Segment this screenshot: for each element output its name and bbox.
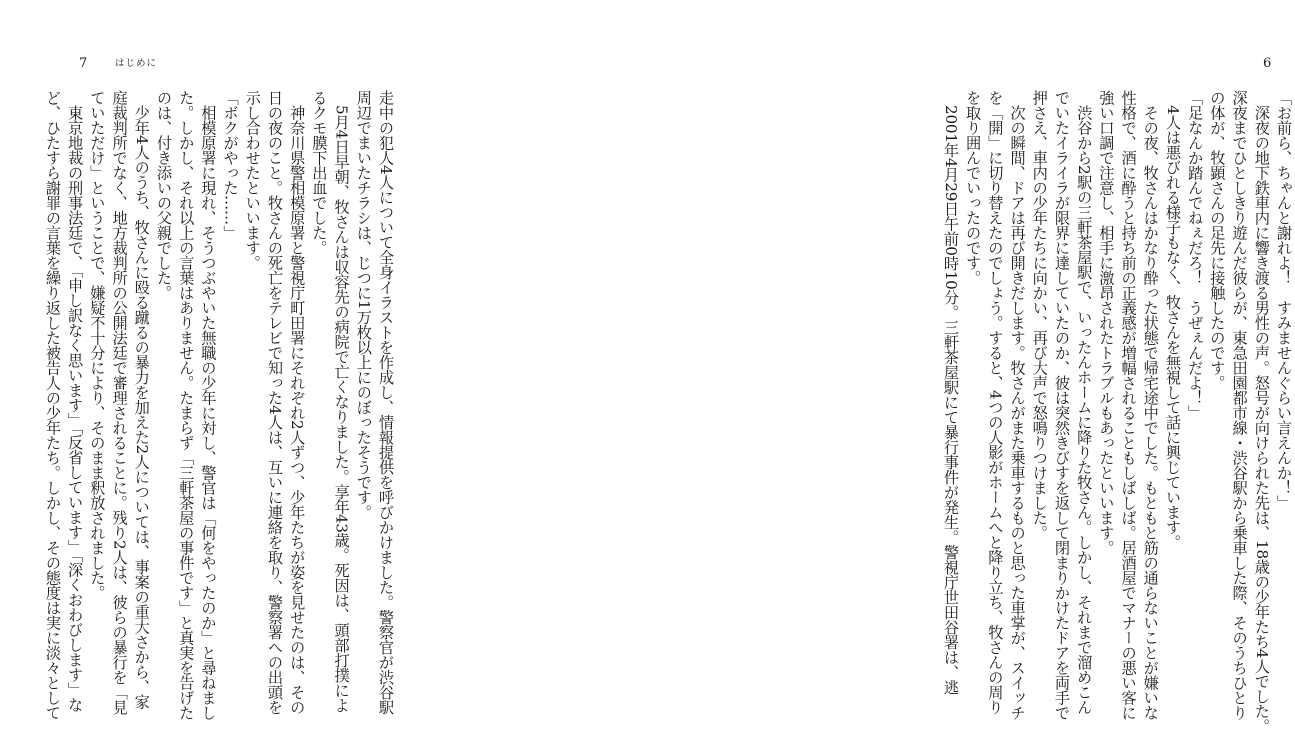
page-number: 7 — [79, 56, 88, 71]
text-line: 少年4人のうち、牧さんに殴る蹴るの暴力を加えた2人については、事案の重大さから、家 — [132, 105, 151, 710]
text-line: 5月4日早朝、牧さんは収容先の病院で亡くなりました。享年43歳。死因は、頭部打撲によ — [332, 105, 351, 714]
text-line: のは、付き添いの父親でした。 — [154, 90, 173, 300]
text-line: 日の夜のこと。牧さんの死亡をテレビで知った4人は、互いに連絡を取り、警察署への出頭を — [265, 90, 284, 715]
text-line: 周辺でまいたチラシは、じつに1万枚以上にのぼったそうです。 — [354, 90, 373, 520]
text-line: 示し合わせたといいます。 — [243, 90, 262, 270]
text-line: 走中の犯人4人について全身イラストを作成し、情報提供を呼びかけました。警察官が渋谷駅 — [377, 90, 395, 715]
text-line: を取り囲んでいったのです。 — [964, 90, 983, 285]
text-line: 「ボクがやった……」 — [221, 90, 240, 240]
body-text — [941, 90, 1295, 734]
text-line: ていただけ」ということで、嫌疑不十分により、そのまま釈放されました。 — [88, 90, 107, 600]
text-line: 東京地裁の刑事法廷で、「申し訳なく思います」「反省しています」「深くおわびします」な — [66, 105, 85, 713]
text-line: 深夜までひとしきり遊んだ彼らが、東急田園都市線・渋谷駅から乗車した際、そのうちひとり — [1230, 90, 1249, 720]
text-line: ど、ひたすら謝罪の言葉を繰り返した被告人の少年たち。しかし、その態度は実に淡々として — [43, 90, 62, 720]
page-number: 6 — [1263, 56, 1272, 71]
text-line: 神奈川県警相模原署と警視庁町田署にそれぞれ2人ずつ、少年たちが姿を見せたのは、その — [288, 105, 307, 715]
body-text — [38, 90, 397, 721]
text-line: るクモ膜下出血でした。 — [310, 90, 329, 255]
text-line: 強い口調で注意し、相手に激昂されたトラブルもあったといいます。 — [1097, 90, 1116, 555]
text-line: 庭裁判所でなく、地方裁判所の公開法廷で審理されることに。残り2人は、彼らの暴行を「見 — [110, 90, 129, 715]
text-line: 渋谷から2駅の三軒茶屋駅で、いったんホームに降りた牧さん。しかし、それまで溜めこん — [1075, 105, 1094, 715]
text-line: 性格で、酒に酔うと持ち前の正義感が増幅されることもしばしば。居酒屋でマナーの悪い客に — [1119, 90, 1138, 720]
left-page — [0, 0, 450, 725]
text-line: 相模原署に現れ、そうつぶやいた無職の少年に対し、警官は「何をやったのか」と尋ねまし — [199, 105, 218, 721]
right-page — [450, 0, 1293, 734]
text-line: 「足なんか踏んでねぇだろ！ うぜぇんだよ！」 — [1186, 90, 1205, 420]
text-line: 「お前ら、ちゃんと謝れよ！ すみませんぐらい言えんか！」 — [1275, 90, 1293, 510]
text-line: 次の瞬間、ドアは再び開きだします。牧さんがまた乗車するものと思った車掌が、スイッチ — [1008, 105, 1027, 721]
text-line: 押さえ、車内の少年たちに向かい、再び大声で怒鳴りつけました。 — [1030, 90, 1049, 540]
text-line: でいたイライラが限界に達していたのか、彼は突然きびすを返して閉まりかけたドアを両手で — [1052, 90, 1071, 720]
running-head: はじめに — [115, 58, 158, 69]
text-line: 4人は悪びれる様子もなく、牧さんを無視して話に興じています。 — [1163, 105, 1182, 550]
text-line: 2001年4月29日午前0時10分。三軒茶屋駅にて暴行事件が発生。警視庁世田谷署は、逃 — [941, 105, 960, 695]
text-line: を「開」に切り替えたのでしょう。すると、4つの人影がホームへと降り立ち、牧さんの周り — [986, 90, 1005, 715]
text-line: た。しかし、それ以上の言葉はありません。たまらず「三軒茶屋の事件です」と真実を告げた — [177, 90, 196, 720]
text-line: その夜、牧さんはかなり酔った状態で帰宅途中でした。もともと筋の通らないことが嫌いな — [1141, 105, 1160, 721]
text-line: 深夜の地下鉄車内に響き渡る男性の声。怒号が向けられた先は、18歳の少年たち4人でした。 — [1252, 105, 1271, 734]
text-line: の体が、牧顕さんの足先に接触したのです。 — [1208, 90, 1227, 390]
